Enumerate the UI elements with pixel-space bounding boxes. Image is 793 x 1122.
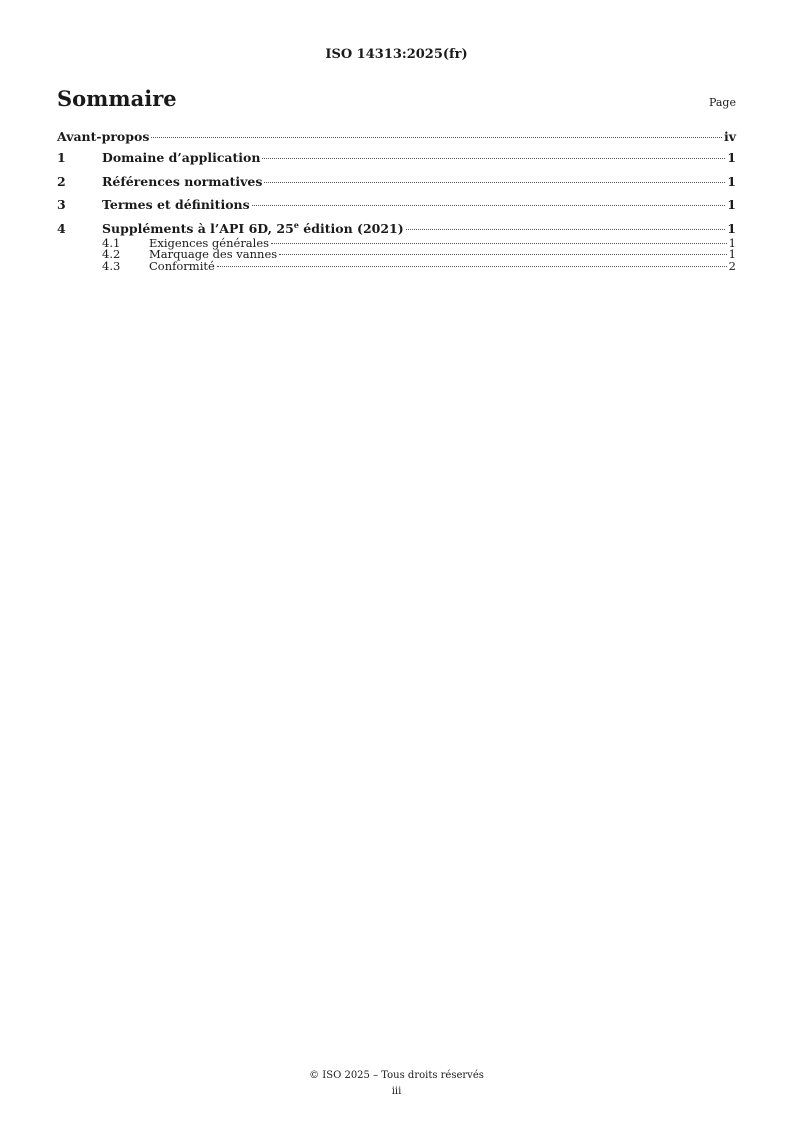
dot-leader bbox=[151, 137, 722, 138]
toc-entry-text[interactable] bbox=[102, 221, 404, 236]
toc-subentry-conformity[interactable] bbox=[57, 258, 736, 273]
dot-leader bbox=[217, 266, 727, 267]
dot-leader bbox=[262, 158, 725, 159]
toc-entry-text[interactable]: Avant-propos bbox=[57, 129, 150, 144]
toc-entry-page: iv bbox=[723, 129, 736, 144]
toc-entry-text[interactable]: Conformité bbox=[149, 258, 215, 273]
toc-entry-page: 1 bbox=[728, 235, 736, 250]
toc-entry-page: 1 bbox=[727, 197, 736, 212]
toc-entry-scope[interactable] bbox=[57, 150, 736, 174]
page-number: iii bbox=[391, 1086, 402, 1097]
toc-entry-page: 1 bbox=[727, 220, 736, 236]
toc-entry-text[interactable]: Références normatives bbox=[102, 173, 263, 189]
page-column-label: Page bbox=[708, 96, 736, 109]
toc-entry-text[interactable]: Termes et définitions bbox=[102, 197, 250, 212]
toc-entry-page: 1 bbox=[727, 173, 736, 189]
dot-leader bbox=[264, 182, 725, 183]
toc-entry-text-part: édition (2021) bbox=[298, 220, 404, 236]
superscript-edition: e bbox=[293, 219, 299, 230]
toc-entry-number: 3 bbox=[57, 197, 66, 212]
toc-entry-supplements[interactable] bbox=[57, 221, 736, 238]
document-header: ISO 14313:2025(fr) bbox=[325, 47, 468, 62]
toc-entry-text-part: Suppléments à l’API 6D, 25 bbox=[102, 220, 294, 236]
toc-entry-text[interactable]: Exigences générales bbox=[149, 235, 270, 250]
toc-entry-page: 1 bbox=[728, 247, 736, 261]
toc-entry-number: 4.3 bbox=[102, 258, 121, 273]
copyright-notice: © ISO 2025 – Tous droits réservés bbox=[309, 1070, 484, 1081]
dot-leader bbox=[252, 205, 726, 206]
toc-entry-foreword[interactable] bbox=[57, 129, 736, 150]
toc-entry-text[interactable]: Domaine d’application bbox=[102, 150, 261, 165]
page-footer bbox=[0, 1068, 793, 1100]
toc-entry-normative-references[interactable] bbox=[57, 174, 736, 198]
toc-entry-number: 4.2 bbox=[102, 247, 121, 261]
toc-entry-page: 2 bbox=[728, 258, 736, 273]
toc-entry-number: 4.1 bbox=[102, 235, 121, 250]
table-of-contents bbox=[57, 129, 736, 272]
toc-entry-number: 2 bbox=[57, 173, 66, 189]
toc-entry-text[interactable]: Marquage des vannes bbox=[149, 247, 278, 261]
toc-entry-page: 1 bbox=[727, 150, 736, 165]
toc-entry-number: 4 bbox=[57, 220, 66, 236]
dot-leader bbox=[406, 229, 726, 230]
page-title: Sommaire bbox=[57, 86, 177, 111]
dot-leader bbox=[271, 243, 727, 244]
title-row bbox=[57, 86, 736, 111]
dot-leader bbox=[279, 254, 726, 255]
toc-entry-number: 1 bbox=[57, 150, 66, 165]
toc-entry-terms-definitions[interactable] bbox=[57, 197, 736, 221]
